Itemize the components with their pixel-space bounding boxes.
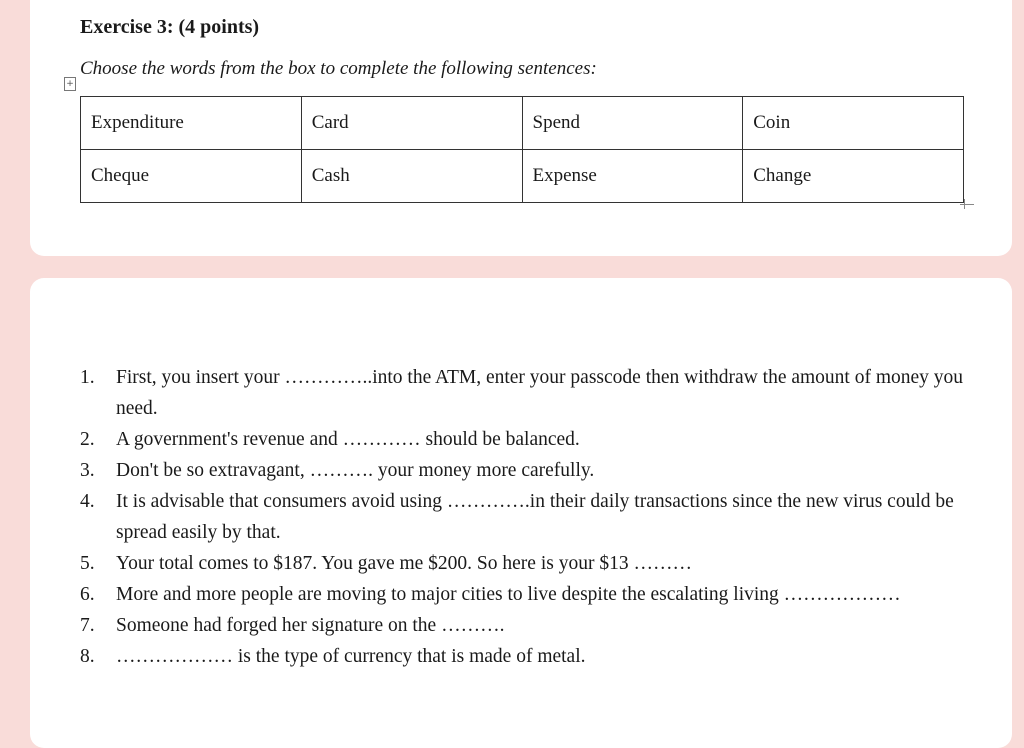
table-row (81, 150, 964, 203)
question-list (80, 362, 980, 672)
question-item (80, 455, 980, 486)
question-text: Don't be so extravagant, ………. your money more carefully. (116, 460, 595, 481)
question-number: 5. (80, 553, 95, 574)
table-move-handle-icon[interactable]: + (64, 77, 76, 91)
word-cell: Cash (301, 150, 522, 203)
question-text: ……………… is the type of currency that is made of metal. (116, 646, 586, 667)
question-text: It is advisable that consumers avoid using ………….in their daily transactions since the new virus could be spread easily by that. (116, 491, 954, 543)
word-cell: Spend (522, 97, 743, 150)
question-text: Your total comes to $187. You gave me $200. So here is your $13 ……… (116, 553, 692, 574)
question-item (80, 579, 980, 610)
question-item (80, 486, 980, 548)
question-number: 2. (80, 429, 95, 450)
question-number: 8. (80, 646, 95, 667)
word-box-table (80, 96, 964, 203)
question-number: 3. (80, 460, 95, 481)
word-cell: Expenditure (81, 97, 302, 150)
table-resize-handle-icon[interactable] (960, 199, 974, 209)
question-item (80, 424, 980, 455)
question-item (80, 362, 980, 424)
question-item (80, 641, 980, 672)
word-cell: Coin (743, 97, 964, 150)
question-number: 1. (80, 367, 95, 388)
word-cell: Cheque (81, 150, 302, 203)
question-number: 6. (80, 584, 95, 605)
question-text: More and more people are moving to major cities to live despite the escalating living ……………… (116, 584, 901, 605)
exercise-title: Exercise 3: (4 points) (80, 16, 260, 38)
word-cell: Change (743, 150, 964, 203)
table-row (81, 97, 964, 150)
question-number: 4. (80, 491, 95, 512)
question-text: First, you insert your …………..into the ATM, enter your passcode then withdraw the amount of money you need. (116, 367, 964, 419)
exercise-instruction: Choose the words from the box to complete the following sentences: (80, 58, 597, 79)
question-text: A government's revenue and ………… should be balanced. (116, 429, 580, 450)
question-item (80, 548, 980, 579)
question-number: 7. (80, 615, 95, 636)
word-cell: Expense (522, 150, 743, 203)
word-cell: Card (301, 97, 522, 150)
question-text: Someone had forged her signature on the ………. (116, 615, 505, 636)
question-item (80, 610, 980, 641)
